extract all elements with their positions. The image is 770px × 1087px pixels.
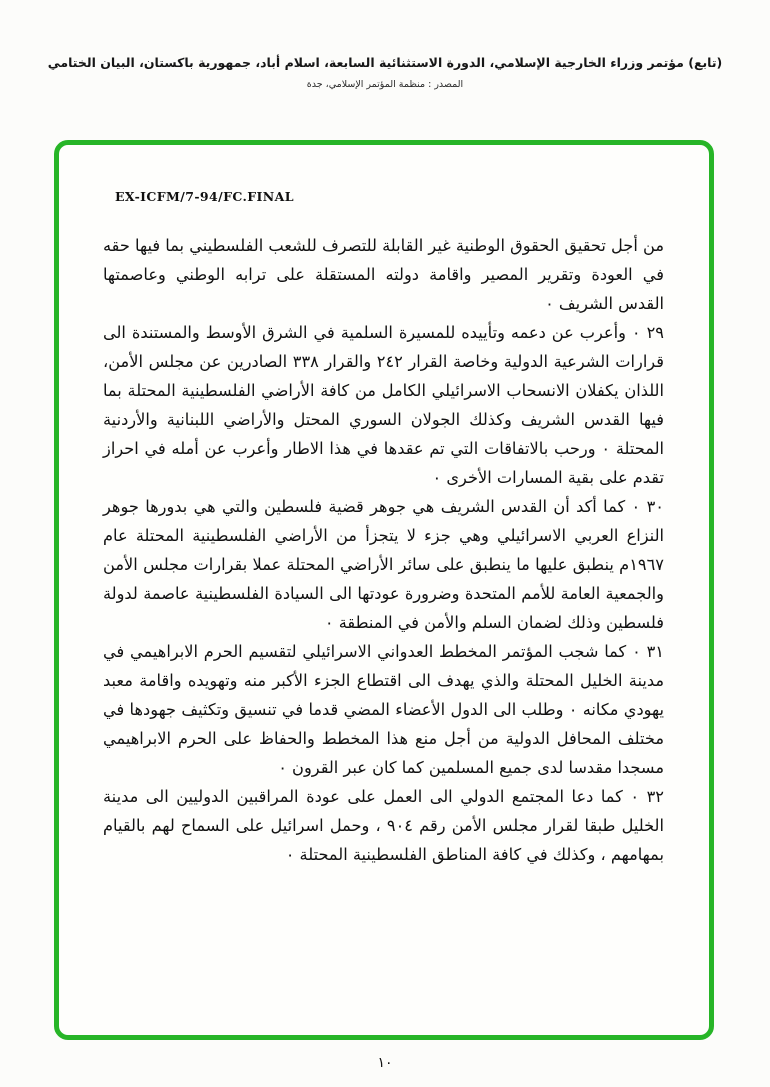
document-header [0,54,770,90]
document-paragraph: ٢٩ ٠ وأعرب عن دعمه وتأييده للمسيرة السلمية في الشرق الأوسط والمستندة الى قرارات الشرعية الدولية وخاصة القرار ٢٤٢ والقرار ٣٣٨ الصادرين عن مجلس الأمن، اللذان يكفلان الانسحاب الاسرائيلي الكامل من كافة الأراضي الفلسطينية المحتلة بما فيها القدس الشريف وكذلك الجولان السوري المحتل والأراضي اللبنانية والأردنية المحتلة ٠ ورحب بالاتفاقات التي تم عقدها في هذا الاطار وأعرب عن أمله في احراز تقدم على بقية المسارات الأخرى ٠ [103,323,664,487]
green-content-frame [54,140,714,1040]
document-paragraph: ٣٢ ٠ كما دعا المجتمع الدولي الى العمل على عودة المراقبين الدوليين الى مدينة الخليل طبقا لقرار مجلس الأمن رقم ٩٠٤ ، وحمل اسرائيل على السماح لهم بالقيام بمهامهم ، وكذلك في كافة المناطق الفلسطينية المحتلة ٠ [103,787,664,864]
header-title: (تابع) مؤتمر وزراء الخارجية الإسلامي، الدورة الاستثنائية السابعة، اسلام أباد، جمهورية باكستان، البيان الختامي [47,55,723,70]
document-paragraph: ٣٠ ٠ كما أكد أن القدس الشريف هي جوهر قضية فلسطين والتي هي بدورها جوهر النزاع العربي الاسرائيلي وهي جزء لا يتجزأ من الأراضي الفلسطينية المحتلة عام ١٩٦٧م ينطبق عليها ما ينطبق على سائر الأراضي المحتلة عملا بقرارات مجلس الأمن والجمعية العامة للأمم المتحدة وضرورة عودتها الى السيادة الفلسطينية عاصمة لدولة فلسطين وذلك لضمان السلم والأمن في المنطقة ٠ [103,497,664,632]
header-source-line: المصدر : منظمة المؤتمر الإسلامي، جدة [306,79,464,90]
document-body [103,231,664,869]
document-reference: EX-ICFM/7-94/FC.FINAL [115,189,294,204]
document-paragraph: ٣١ ٠ كما شجب المؤتمر المخطط العدواني الاسرائيلي لتقسيم الحرم الابراهيمي في مدينة الخليل المحتلة والذي يهدف الى اقتطاع الجزء الأكبر منه وتهويده واقامة معبد يهودي مكانه ٠ وطلب الى الدول الأعضاء المضي قدما في تنسيق وتكثيف جهودها في مختلف المحافل الدولية من أجل منع هذا المخطط والحفاظ على الحرم الابراهيمي مسجدا مقدسا لدى جميع المسلمين كما كان عبر القرون ٠ [103,642,664,777]
page-number: ١٠ [377,1055,393,1071]
document-paragraph: من أجل تحقيق الحقوق الوطنية غير القابلة للتصرف للشعب الفلسطيني بما فيها حقه في العودة وتقرير المصير واقامة دولته المستقلة على ترابه الوطني وعاصمتها القدس الشريف ٠ [103,236,664,313]
